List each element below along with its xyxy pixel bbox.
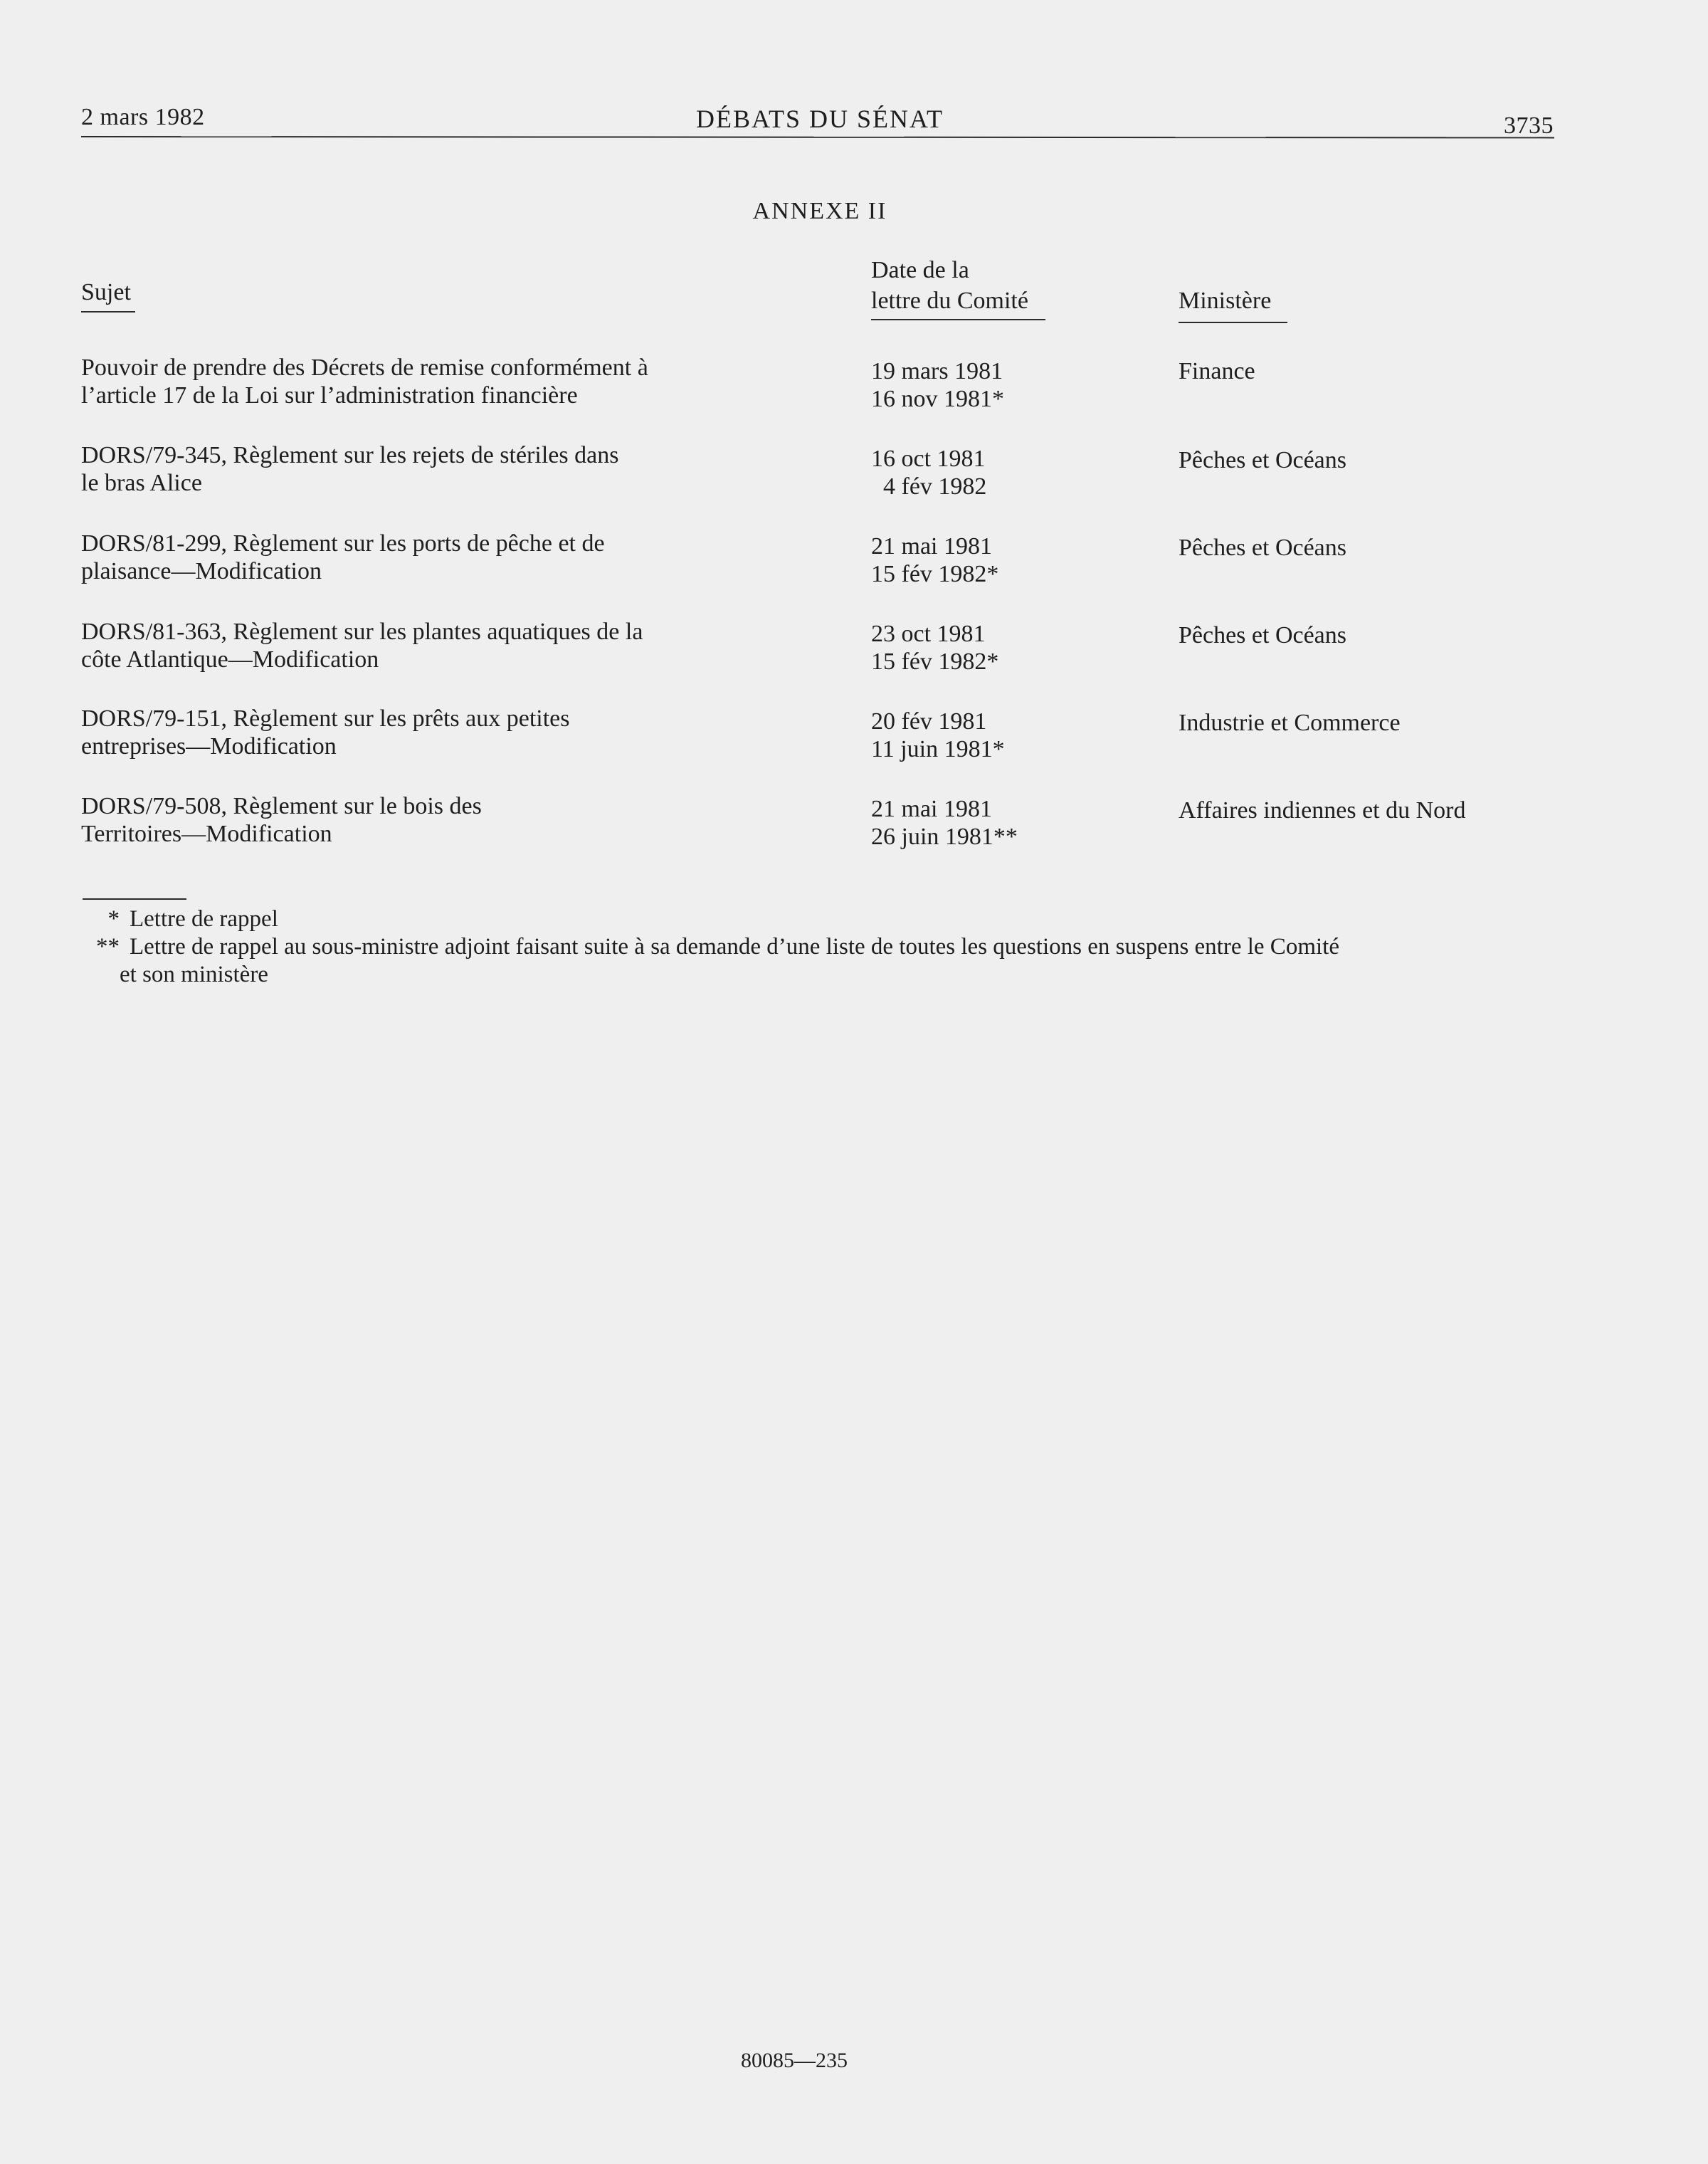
table-row-dates: 19 mars 1981 16 nov 1981* (871, 358, 1004, 412)
table-row-subject: DORS/79-345, Règlement sur les rejets de stériles dans le bras Alice (81, 442, 619, 496)
footnote-2 (81, 933, 1339, 961)
column-head-date-line1: Date de la (871, 257, 969, 283)
header-date: 2 mars 1982 (81, 104, 205, 130)
column-head-ministry-underline (1179, 322, 1287, 323)
footnote-2-continuation: et son ministère (120, 962, 268, 987)
column-head-subject-underline (81, 311, 135, 312)
footnote-2-text: Lettre de rappel au sous-ministre adjoint faisant suite à sa demande d’une liste de toutes les questions en suspens entre le Comité (130, 934, 1339, 960)
table-row-ministry: Finance (1179, 358, 1255, 384)
annex-title: ANNEXE II (752, 198, 887, 224)
table-row-dates: 16 oct 1981 4 fév 1982 (871, 446, 987, 500)
print-code: 80085—235 (741, 2049, 848, 2072)
table-row-dates: 21 mai 1981 15 fév 1982* (871, 533, 999, 587)
header-rule (81, 136, 1554, 138)
footnote-1-mark: * (107, 906, 120, 932)
column-head-date-underline (871, 319, 1045, 320)
footnote-1 (81, 905, 278, 933)
table-row-subject: DORS/81-299, Règlement sur les ports de pêche et de plaisance—Modification (81, 530, 605, 584)
column-head-date (871, 255, 1028, 316)
column-head-date-line2: lettre du Comité (871, 288, 1028, 314)
column-head-subject: Sujet (81, 279, 131, 305)
table-row-subject: Pouvoir de prendre des Décrets de remise conformément à l’article 17 de la Loi sur l’administration financière (81, 354, 648, 409)
column-head-ministry: Ministère (1179, 288, 1272, 314)
footnote-1-text: Lettre de rappel (130, 906, 278, 932)
table-row-subject: DORS/79-508, Règlement sur le bois des Territoires—Modification (81, 793, 482, 847)
footnote-rule (83, 898, 186, 900)
table-row-subject: DORS/79-151, Règlement sur les prêts aux petites entreprises—Modification (81, 705, 570, 760)
header-publication: DÉBATS DU SÉNAT (695, 105, 944, 133)
header-page-number: 3735 (1504, 112, 1554, 139)
table-row-ministry: Industrie et Commerce (1179, 710, 1401, 736)
table-row-dates: 20 fév 1981 11 juin 1981* (871, 708, 1005, 762)
table-row-ministry: Pêches et Océans (1179, 622, 1347, 648)
table-row-subject: DORS/81-363, Règlement sur les plantes aquatiques de la côte Atlantique—Modification (81, 619, 643, 673)
table-row-ministry: Pêches et Océans (1179, 535, 1347, 561)
footnote-2-mark: ** (96, 934, 120, 960)
table-row-dates: 21 mai 1981 26 juin 1981** (871, 796, 1018, 850)
table-row-ministry: Pêches et Océans (1179, 447, 1347, 473)
table-row-dates: 23 oct 1981 15 fév 1982* (871, 621, 999, 675)
table-row-ministry: Affaires indiennes et du Nord (1179, 797, 1466, 824)
